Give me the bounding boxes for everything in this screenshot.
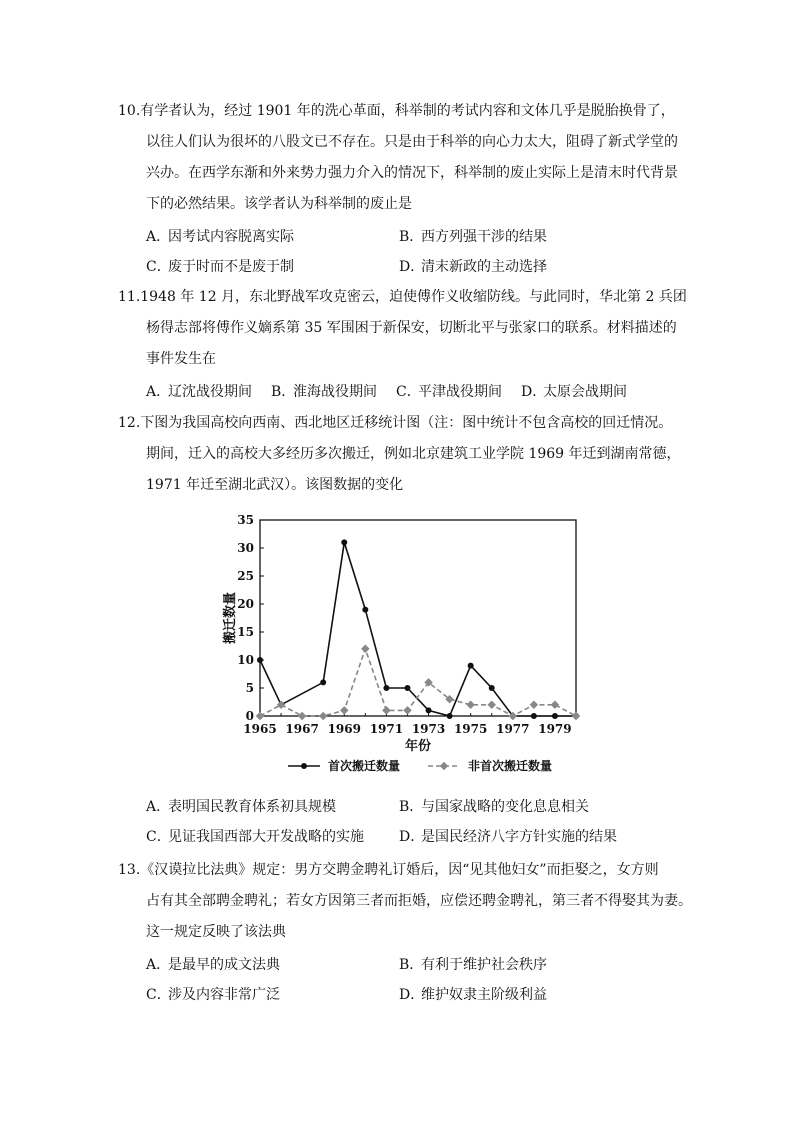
data-point-dot: [426, 707, 432, 713]
answer-option[interactable]: [396, 382, 502, 402]
question-stem-line: 占有其全部聘金聘礼；若女方因第三者而拒婚，应偿还聘金聘礼，第三者不得娶其为妻。: [146, 893, 692, 909]
data-point-diamond: [361, 645, 369, 653]
answer-option[interactable]: [399, 797, 589, 817]
x-tick-label: 1977: [496, 722, 530, 736]
option-letter: D．: [399, 829, 425, 845]
option-text: 有利于维护社会秩序: [421, 957, 547, 973]
answer-option[interactable]: [146, 382, 252, 402]
question-number: 10.: [118, 103, 141, 119]
x-tick-label: 1971: [369, 722, 404, 736]
data-point-diamond: [319, 712, 327, 720]
y-tick-label: 35: [237, 513, 254, 527]
question-text: 《汉谟拉比法典》规定：男方交聘金聘礼订婚后，因“见其他妇女”而拒娶之，女方则: [140, 862, 659, 878]
option-letter: A．: [146, 384, 171, 400]
option-text: 太原会战期间: [543, 384, 627, 400]
question-stem-line: 兴办。在西学东渐和外来势力强力介入的情况下，科举制的废止实际上是清末时代背景: [146, 165, 678, 181]
option-letter: D．: [399, 987, 425, 1003]
series-repeat-move-line: [260, 649, 576, 716]
data-point-dot: [257, 657, 263, 663]
option-text: 清末新政的主动选择: [421, 259, 547, 275]
x-tick-label: 1967: [285, 722, 319, 736]
data-point-diamond: [382, 706, 390, 714]
option-text: 是最早的成文法典: [168, 957, 280, 973]
data-point-dot: [552, 713, 558, 719]
option-letter: A．: [146, 229, 171, 245]
question-number: 12.: [118, 415, 141, 431]
question-text: 下图为我国高校向西南、西北地区迁移统计图（注：图中统计不包含高校的回迁情况。: [140, 415, 673, 431]
option-text: 平津战役期间: [418, 384, 502, 400]
data-point-diamond: [530, 701, 538, 709]
y-tick-label: 20: [237, 597, 254, 611]
y-tick-label: 25: [237, 569, 254, 583]
option-text: 表明国民教育体系初具规模: [168, 799, 336, 815]
data-point-diamond: [487, 701, 495, 709]
option-letter: B．: [399, 799, 424, 815]
x-tick-label: 1973: [411, 722, 446, 736]
option-text: 西方列强干涉的结果: [421, 229, 547, 245]
data-point-dot: [341, 539, 347, 545]
question-stem-line: 期间，迁入的高校大多经历多次搬迁，例如北京建筑工业学院 1969 年迁到湖南常德，: [146, 446, 681, 462]
option-text: 因考试内容脱离实际: [168, 229, 294, 245]
option-text: 淮海战役期间: [293, 384, 377, 400]
answer-option[interactable]: [399, 955, 547, 975]
option-letter: C．: [146, 987, 171, 1003]
option-text: 与国家战略的变化息息相关: [421, 799, 589, 815]
y-tick-label: 5: [245, 681, 254, 695]
answer-option[interactable]: [399, 227, 547, 247]
answer-option[interactable]: [521, 382, 627, 402]
question-stem-line: 这一规定反映了该法典: [146, 924, 286, 940]
y-axis-title: 搬迁数量: [223, 591, 238, 645]
legend-label: 非首次搬迁数量: [468, 759, 553, 773]
option-letter: C．: [396, 384, 421, 400]
question-stem-line: 下的必然结果。该学者认为科举制的废止是: [146, 196, 412, 212]
option-text: 废于时而不是废于制: [168, 259, 294, 275]
question-stem-line: 事件发生在: [146, 351, 216, 367]
question-text: 1948 年 12 月，东北野战军攻克密云，迫使傅作义收缩防线。与此同时，华北第 2 兵团: [140, 289, 687, 305]
data-point-diamond: [403, 706, 411, 714]
option-text: 见证我国西部大开发战略的实施: [168, 829, 364, 845]
question-stem-line: 以往人们认为很坏的八股文已不存在。只是由于科举的向心力太大，阻碍了新式学堂的: [146, 134, 678, 150]
question-stem-line: 1971 年迁至湖北武汉）。该图数据的变化: [146, 477, 404, 493]
y-tick-label: 30: [237, 541, 254, 555]
question-stem-line: 杨得志部将傅作义嫡系第 35 军围困于新保安，切断北平与张家口的联系。材料描述的: [146, 320, 677, 336]
data-point-diamond: [466, 701, 474, 709]
option-text: 维护奴隶主阶级利益: [421, 987, 547, 1003]
data-point-dot: [362, 607, 368, 613]
y-tick-label: 0: [245, 709, 254, 723]
data-point-dot: [383, 685, 389, 691]
option-letter: D．: [399, 259, 425, 275]
data-point-dot: [404, 685, 410, 691]
option-letter: C．: [146, 829, 171, 845]
x-tick-label: 1979: [538, 722, 572, 736]
plot-frame: [260, 520, 576, 716]
legend-marker: [440, 762, 448, 770]
y-tick-label: 10: [237, 653, 254, 667]
data-point-diamond: [340, 706, 348, 714]
data-point-dot: [447, 713, 453, 719]
answer-option[interactable]: [146, 797, 336, 817]
question-number: 13.: [118, 862, 141, 878]
data-point-dot: [468, 663, 474, 669]
answer-option[interactable]: [146, 955, 280, 975]
option-text: 辽沈战役期间: [168, 384, 252, 400]
option-letter: D．: [521, 384, 547, 400]
y-tick-label: 15: [237, 625, 254, 639]
question-stem-first-line: [118, 413, 672, 433]
answer-option[interactable]: [399, 257, 547, 277]
data-point-diamond: [572, 712, 580, 720]
x-axis-title: 年份: [404, 739, 432, 754]
question-stem-first-line: [118, 860, 659, 880]
data-point-dot: [320, 679, 326, 685]
option-letter: B．: [399, 957, 424, 973]
x-tick-label: 1965: [243, 722, 277, 736]
option-text: 是国民经济八字方针实施的结果: [421, 829, 617, 845]
legend-marker: [301, 763, 307, 769]
legend-label: 首次搬迁数量: [328, 759, 401, 773]
answer-option[interactable]: [146, 827, 364, 847]
series-first-move-line: [260, 542, 576, 716]
answer-option[interactable]: [146, 227, 294, 247]
answer-option[interactable]: [399, 985, 547, 1005]
data-point-dot: [489, 685, 495, 691]
migration-line-chart: [218, 512, 572, 782]
question-text: 有学者认为，经过 1901 年的洗心革面，科举制的考试内容和文体几乎是脱胎换骨了，: [140, 103, 675, 119]
option-letter: C．: [146, 259, 171, 275]
data-point-dot: [531, 713, 537, 719]
answer-option[interactable]: [146, 985, 280, 1005]
question-stem-first-line: [118, 101, 675, 121]
answer-option[interactable]: [146, 257, 294, 277]
data-point-diamond: [551, 701, 559, 709]
x-tick-label: 1969: [327, 722, 361, 736]
question-stem-first-line: [118, 287, 687, 307]
question-number: 11.: [118, 289, 141, 305]
option-letter: B．: [399, 229, 424, 245]
x-tick-label: 1975: [453, 722, 488, 736]
data-point-diamond: [256, 712, 264, 720]
option-letter: A．: [146, 957, 171, 973]
data-point-diamond: [298, 712, 306, 720]
data-point-diamond: [277, 701, 285, 709]
option-text: 涉及内容非常广泛: [168, 987, 280, 1003]
option-letter: A．: [146, 799, 171, 815]
answer-option[interactable]: [399, 827, 617, 847]
option-letter: B．: [271, 384, 296, 400]
answer-option[interactable]: [271, 382, 377, 402]
